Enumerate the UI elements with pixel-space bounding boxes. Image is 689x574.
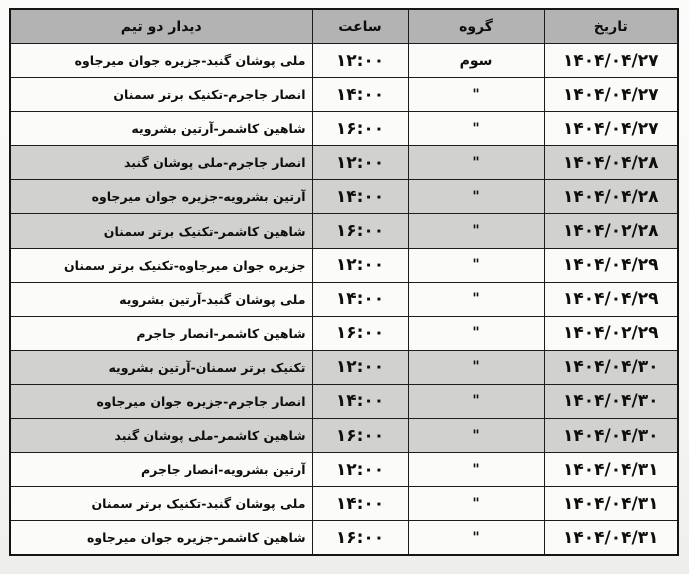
cell-date: ۱۴۰۴/۰۲/۲۸ xyxy=(544,214,678,248)
cell-date: ۱۴۰۴/۰۴/۲۷ xyxy=(544,78,678,112)
cell-match: شاهین کاشمر-تکنیک برتر سمنان xyxy=(10,214,312,248)
cell-group: " xyxy=(408,146,544,180)
cell-match: انصار جاجرم-تکنیک برتر سمنان xyxy=(10,78,312,112)
table-row xyxy=(10,419,678,453)
cell-group: " xyxy=(408,384,544,418)
cell-group: " xyxy=(408,419,544,453)
cell-time: ۱۲:۰۰ xyxy=(312,453,408,487)
cell-group: " xyxy=(408,350,544,384)
table-body xyxy=(10,44,678,556)
cell-match: انصار جاجرم-جزیره جوان میرجاوه xyxy=(10,384,312,418)
cell-date: ۱۴۰۴/۰۴/۳۰ xyxy=(544,350,678,384)
table-header xyxy=(10,9,678,44)
table-row xyxy=(10,248,678,282)
cell-time: ۱۶:۰۰ xyxy=(312,419,408,453)
cell-date: ۱۴۰۴/۰۴/۲۹ xyxy=(544,282,678,316)
cell-group: " xyxy=(408,214,544,248)
cell-group: " xyxy=(408,316,544,350)
cell-time: ۱۶:۰۰ xyxy=(312,112,408,146)
cell-match: شاهین کاشمر-انصار جاجرم xyxy=(10,316,312,350)
cell-date: ۱۴۰۴/۰۴/۳۰ xyxy=(544,419,678,453)
cell-group: سوم xyxy=(408,44,544,78)
cell-match: جزیره جوان میرجاوه-تکنیک برتر سمنان xyxy=(10,248,312,282)
table-row xyxy=(10,112,678,146)
cell-date: ۱۴۰۴/۰۴/۲۸ xyxy=(544,180,678,214)
cell-date: ۱۴۰۴/۰۴/۳۱ xyxy=(544,521,678,555)
cell-date: ۱۴۰۴/۰۲/۲۹ xyxy=(544,316,678,350)
cell-match: تکنیک برتر سمنان-آرتین بشرویه xyxy=(10,350,312,384)
cell-date: ۱۴۰۴/۰۴/۲۷ xyxy=(544,44,678,78)
cell-match: شاهین کاشمر-ملی پوشان گنبد xyxy=(10,419,312,453)
column-header-match: دیدار دو تیم xyxy=(10,9,312,44)
cell-match: آرتین بشرویه-انصار جاجرم xyxy=(10,453,312,487)
match-schedule-table xyxy=(9,8,679,556)
cell-date: ۱۴۰۴/۰۴/۲۷ xyxy=(544,112,678,146)
cell-group: " xyxy=(408,112,544,146)
cell-match: آرتین بشرویه-جزیره جوان میرجاوه xyxy=(10,180,312,214)
cell-time: ۱۶:۰۰ xyxy=(312,316,408,350)
cell-group: " xyxy=(408,78,544,112)
table-row xyxy=(10,180,678,214)
cell-time: ۱۲:۰۰ xyxy=(312,248,408,282)
cell-group: " xyxy=(408,248,544,282)
cell-date: ۱۴۰۴/۰۴/۳۱ xyxy=(544,487,678,521)
cell-time: ۱۴:۰۰ xyxy=(312,180,408,214)
table-row xyxy=(10,453,678,487)
column-header-group: گروه xyxy=(408,9,544,44)
cell-match: ملی پوشان گنبد-آرتین بشرویه xyxy=(10,282,312,316)
cell-time: ۱۴:۰۰ xyxy=(312,78,408,112)
table-row xyxy=(10,487,678,521)
table-row xyxy=(10,316,678,350)
cell-time: ۱۴:۰۰ xyxy=(312,487,408,521)
cell-group: " xyxy=(408,180,544,214)
table-row xyxy=(10,44,678,78)
cell-date: ۱۴۰۴/۰۴/۲۸ xyxy=(544,146,678,180)
cell-match: ملی پوشان گنبد-جزیره جوان میرجاوه xyxy=(10,44,312,78)
table-row xyxy=(10,521,678,555)
cell-time: ۱۲:۰۰ xyxy=(312,44,408,78)
table-row xyxy=(10,78,678,112)
cell-time: ۱۶:۰۰ xyxy=(312,521,408,555)
cell-match: شاهین کاشمر-آرتین بشرویه xyxy=(10,112,312,146)
cell-group: " xyxy=(408,521,544,555)
cell-time: ۱۴:۰۰ xyxy=(312,384,408,418)
cell-time: ۱۶:۰۰ xyxy=(312,214,408,248)
cell-group: " xyxy=(408,487,544,521)
cell-group: " xyxy=(408,282,544,316)
table-row xyxy=(10,350,678,384)
table-row xyxy=(10,384,678,418)
header-row xyxy=(10,9,678,44)
cell-group: " xyxy=(408,453,544,487)
cell-date: ۱۴۰۴/۰۴/۳۰ xyxy=(544,384,678,418)
cell-match: شاهین کاشمر-جزیره جوان میرجاوه xyxy=(10,521,312,555)
column-header-time: ساعت xyxy=(312,9,408,44)
cell-time: ۱۲:۰۰ xyxy=(312,350,408,384)
cell-date: ۱۴۰۴/۰۴/۲۹ xyxy=(544,248,678,282)
table-row xyxy=(10,282,678,316)
cell-time: ۱۲:۰۰ xyxy=(312,146,408,180)
cell-match: انصار جاجرم-ملی پوشان گنبد xyxy=(10,146,312,180)
cell-time: ۱۴:۰۰ xyxy=(312,282,408,316)
column-header-date: تاریخ xyxy=(544,9,678,44)
table-row xyxy=(10,214,678,248)
table-row xyxy=(10,146,678,180)
cell-match: ملی پوشان گنبد-تکنیک برتر سمنان xyxy=(10,487,312,521)
cell-date: ۱۴۰۴/۰۴/۳۱ xyxy=(544,453,678,487)
